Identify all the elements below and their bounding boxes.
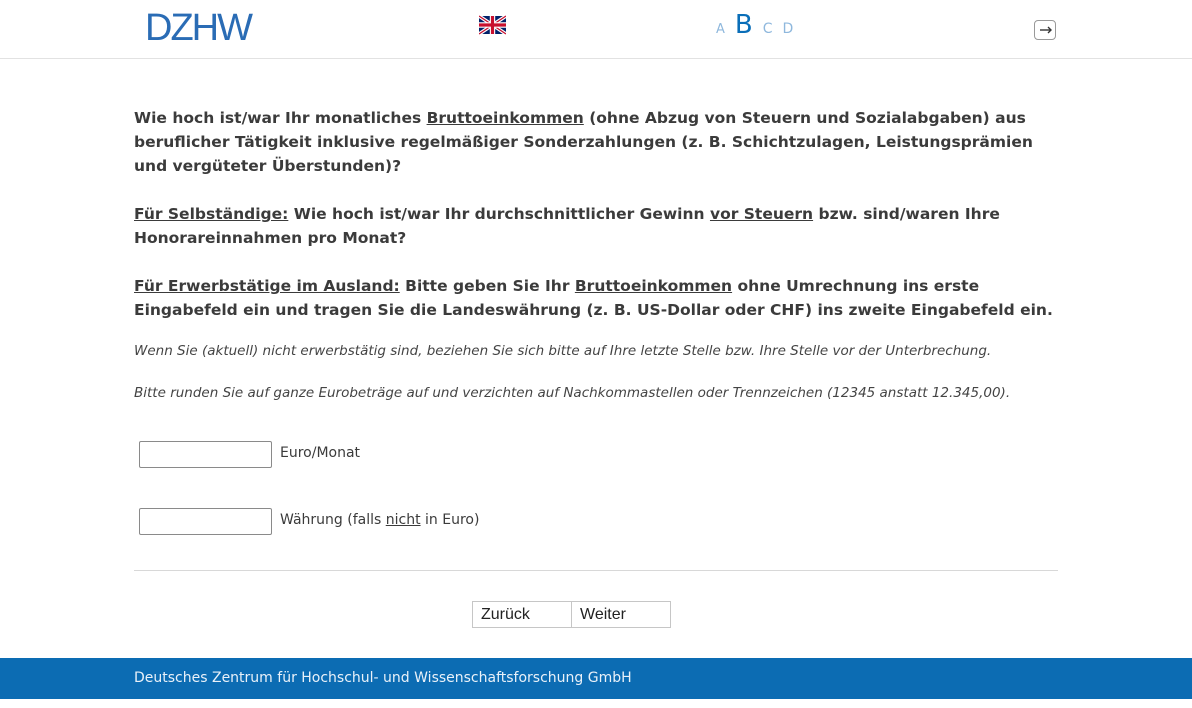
font-size-a[interactable]: A bbox=[716, 22, 725, 37]
instruction-note-2: Bitte runden Sie auf ganze Eurobeträge auf und verzichten auf Nachkommastellen oder Trennzeichen (12345 anstatt 12.345,00). bbox=[134, 385, 1011, 401]
income-label: Euro/Monat bbox=[280, 445, 361, 461]
income-input[interactable] bbox=[139, 441, 272, 468]
question-self-employed: Für Selbständige: Wie hoch ist/war Ihr durchschnittlicher Gewinn vor Steuern bzw. sind/waren Ihre Honorareinnahmen pro Monat? bbox=[134, 205, 1000, 247]
question-area bbox=[134, 106, 1058, 426]
dzhw-logo[interactable]: DZHW bbox=[145, 7, 251, 49]
font-size-selector bbox=[716, 10, 803, 40]
navigation-buttons bbox=[472, 601, 671, 628]
footer-text: Deutsches Zentrum für Hochschul- und Wissenschaftsforschung GmbH bbox=[134, 670, 632, 686]
font-size-d[interactable]: D bbox=[782, 21, 794, 37]
question-abroad: Für Erwerbstätige im Ausland: Bitte geben Sie Ihr Bruttoeinkommen ohne Umrechnung ins erste Eingabefeld ein und tragen Sie die Landeswährung (z. B. US-Dollar oder CHF) ins zweite Eingabefeld ein. bbox=[134, 277, 1053, 319]
next-button[interactable]: Weiter bbox=[571, 602, 670, 627]
currency-input[interactable] bbox=[139, 508, 272, 535]
question-text: Wie hoch ist/war Ihr monatliches Bruttoeinkommen (ohne Abzug von Steuern und Sozialabgaben) aus beruflicher Tätigkeit inklusive regelmäßiger Sonderzahlungen (z. B. Schichtzulagen, Leistungsprämien und vergüteter Überstunden)? bbox=[134, 109, 1033, 175]
header bbox=[0, 0, 1192, 59]
font-size-c[interactable]: C bbox=[762, 21, 773, 37]
instruction-note-1: Wenn Sie (aktuell) nicht erwerbstätig sind, beziehen Sie sich bitte auf Ihre letzte Stelle bzw. Ihre Stelle vor der Unterbrechung. bbox=[134, 343, 992, 359]
back-button[interactable]: Zurück bbox=[473, 602, 571, 627]
currency-label: Währung (falls nicht in Euro) bbox=[280, 512, 480, 528]
footer bbox=[0, 658, 1192, 699]
logout-icon bbox=[1039, 24, 1053, 36]
logout-button[interactable] bbox=[1034, 20, 1056, 40]
uk-flag-icon[interactable] bbox=[479, 15, 506, 35]
divider bbox=[134, 570, 1058, 571]
font-size-b[interactable]: B bbox=[734, 10, 753, 40]
